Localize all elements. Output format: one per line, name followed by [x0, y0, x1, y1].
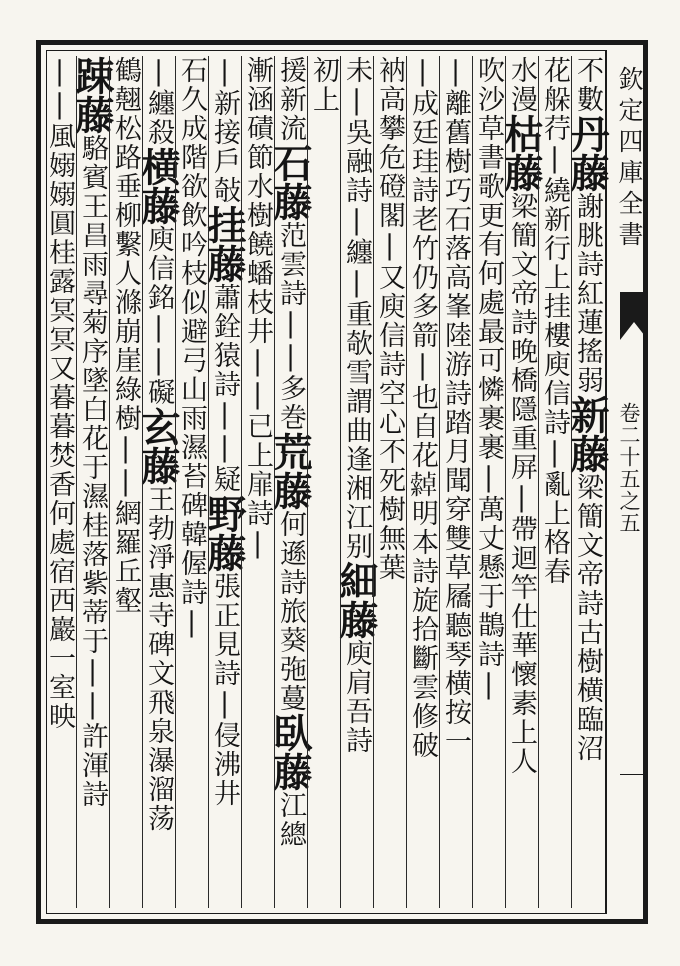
text-segment: |: [242, 528, 273, 561]
text-segment: |: [539, 437, 570, 470]
text-segment: 繞新行: [539, 176, 570, 263]
text-column: [241, 56, 274, 912]
text-segment: |: [440, 56, 471, 89]
text-segment: 欲飲吟枝似避弓: [176, 172, 207, 375]
text-segment: |: [44, 56, 75, 89]
text-segment: 新接戶敧: [209, 89, 240, 205]
text-segment: 侵沸井: [209, 721, 240, 808]
column-rule: [175, 56, 176, 908]
text-segment: 援新流: [275, 56, 306, 143]
column-rule: [406, 56, 407, 908]
text-segment: 節水樹饒蟠枝: [242, 143, 273, 317]
text-column: [373, 56, 406, 912]
text-column: [201, 56, 247, 912]
column-rule: [307, 56, 308, 908]
text-segment: 張正見詩: [209, 572, 240, 688]
text-column: [135, 56, 181, 912]
text-segment: 江總: [275, 791, 306, 849]
text-segment: 范雲詩: [275, 221, 306, 308]
text-segment: 礙: [143, 378, 174, 407]
entry-heading: 踈藤: [69, 56, 115, 134]
text-segment: 草書歌更有何處最可憐裹裹: [473, 114, 504, 462]
entry-heading: 枯藤: [498, 114, 544, 192]
text-segment: 何遜詩旅葵㢮蔓: [275, 510, 306, 713]
text-segment: 已上扉: [242, 412, 273, 499]
text-segment: 滌崩崖綠樹: [110, 288, 141, 433]
text-segment: |: [341, 205, 372, 238]
text-segment: |: [143, 312, 174, 345]
entry-heading: 丹藤: [564, 114, 610, 192]
text-segment: 未: [341, 56, 372, 85]
column-rule: [538, 56, 539, 908]
text-segment: 離舊樹巧石落高峯陸游詩踏月聞穿雙草屩聽琴横按: [440, 89, 471, 727]
text-column: [333, 56, 379, 912]
text-segment: |: [407, 56, 438, 89]
text-column: [69, 56, 115, 912]
column-rule: [76, 56, 77, 908]
entry-heading: 細藤: [333, 561, 379, 639]
text-segment: |: [506, 482, 537, 515]
text-segment: |: [44, 89, 75, 122]
text-segment: |: [539, 143, 570, 176]
text-segment: 帶迴竿仕華懷素上人: [506, 515, 537, 776]
text-segment: |: [209, 56, 240, 89]
entry-heading: 野藤: [201, 494, 247, 572]
text-segment: 井: [242, 317, 273, 346]
text-column: [267, 56, 313, 912]
text-segment: |: [341, 85, 372, 118]
text-segment: 萬丈懸于鵲詩: [473, 495, 504, 669]
entry-heading: 玄藤: [135, 407, 181, 485]
column-rule: [142, 56, 143, 908]
column-rule: [274, 56, 275, 908]
column-rule: [472, 56, 473, 908]
text-segment: 鶴翹松: [110, 56, 141, 143]
column-rule: [241, 56, 242, 908]
entry-heading: 石藤: [267, 143, 313, 221]
text-segment: 梁簡文帝詩晚橋隱重屏: [506, 192, 537, 482]
text-segment: |: [209, 688, 240, 721]
text-column: [564, 56, 610, 912]
text-column: [472, 56, 505, 912]
text-segment: 初上: [308, 56, 339, 114]
text-segment: |: [176, 607, 207, 640]
column-rule: [439, 56, 440, 908]
text-segment: |: [242, 379, 273, 412]
text-segment: 漸涵磧: [242, 56, 273, 143]
text-segment: 庾肩吾詩: [341, 639, 372, 755]
text-segment: 纏: [341, 238, 372, 267]
text-segment: 荇: [539, 114, 570, 143]
text-segment: 多巻: [275, 374, 306, 432]
text-segment: 網羅丘壑: [110, 499, 141, 615]
text-segment: |: [242, 346, 273, 379]
text-segment: |: [77, 689, 108, 722]
text-segment: |: [275, 341, 306, 374]
text-segment: 水漫: [506, 56, 537, 114]
text-segment: |: [110, 433, 141, 466]
text-segment: 花䑮: [539, 56, 570, 114]
entry-heading: 臥藤: [267, 713, 313, 791]
text-segment: |: [110, 466, 141, 499]
text-segment: 成廷珪詩老竹仍多箭: [407, 89, 438, 350]
text-segment: 也自花𦅕明本詩旋拾斷雲修破: [407, 383, 438, 760]
entry-heading: 新藤: [564, 395, 610, 473]
text-segment: 吹沙: [473, 56, 504, 114]
entry-heading: 横藤: [135, 147, 181, 225]
text-segment: 風嫋嫋圓桂露冥冥又暮暮焚香何處宿西巖一室映: [44, 122, 75, 731]
entry-heading: 挂藤: [201, 205, 247, 283]
text-segment: 駱賓王昌雨尋菊序墜白花于濕桂落紫蒂于: [77, 134, 108, 656]
fishtail-mark: [620, 292, 648, 340]
text-segment: 不數: [572, 56, 603, 114]
text-segment: |: [473, 669, 504, 702]
text-segment: 王勃淨惠寺碑文飛泉瀑溜荡: [143, 485, 174, 833]
volume-label: 卷二十五之五: [617, 402, 641, 534]
text-segment: 又庾信詩空心不死樹無葉: [374, 263, 405, 582]
text-segment: |: [77, 656, 108, 689]
text-segment: 纏殺: [143, 89, 174, 147]
text-segment: |: [275, 308, 306, 341]
text-segment: |: [209, 432, 240, 465]
text-segment: 一: [440, 727, 471, 756]
entry-heading: 荒藤: [267, 432, 313, 510]
text-segment: 疑: [209, 465, 240, 494]
text-segment: |: [143, 56, 174, 89]
margin-rule: [620, 774, 648, 775]
text-segment: 路垂柳繫人: [110, 143, 141, 288]
text-segment: 吳融詩: [341, 118, 372, 205]
text-segment: 許渾詩: [77, 722, 108, 809]
text-segment: 梁簡文帝詩古樹横臨沼: [572, 473, 603, 763]
text-segment: |: [209, 399, 240, 432]
text-segment: 詩: [242, 499, 273, 528]
text-segment: |: [341, 267, 372, 300]
text-column: [439, 56, 472, 912]
book-title: 欽定四庫全書: [615, 66, 644, 252]
column-rule: [571, 56, 572, 908]
text-segment: 上挂樓: [539, 263, 570, 350]
column-rule: [340, 56, 341, 908]
text-segment: 衲高攀危磴閣: [374, 56, 405, 230]
text-segment: 重欹雪謂曲逢湘江别: [341, 300, 372, 561]
text-segment: 山雨濕苔碑韓偓詩: [176, 375, 207, 607]
text-segment: 庾信銘: [143, 225, 174, 312]
text-segment: 石久成階: [176, 56, 207, 172]
text-segment: |: [374, 230, 405, 263]
text-column: [406, 56, 439, 912]
column-rule: [373, 56, 374, 908]
column-rule: [109, 56, 110, 908]
text-column: [43, 56, 76, 912]
text-segment: |: [143, 345, 174, 378]
column-rule: [505, 56, 506, 908]
text-segment: 亂上格春: [539, 470, 570, 586]
text-segment: 謝朓詩紅蓮搖弱: [572, 192, 603, 395]
text-column: [109, 56, 142, 912]
text-column: [498, 56, 544, 912]
text-segment: 庾信詩: [539, 350, 570, 437]
text-segment: 蕭銓猿詩: [209, 283, 240, 399]
text-segment: |: [473, 462, 504, 495]
text-segment: |: [407, 350, 438, 383]
column-rule: [208, 56, 209, 908]
